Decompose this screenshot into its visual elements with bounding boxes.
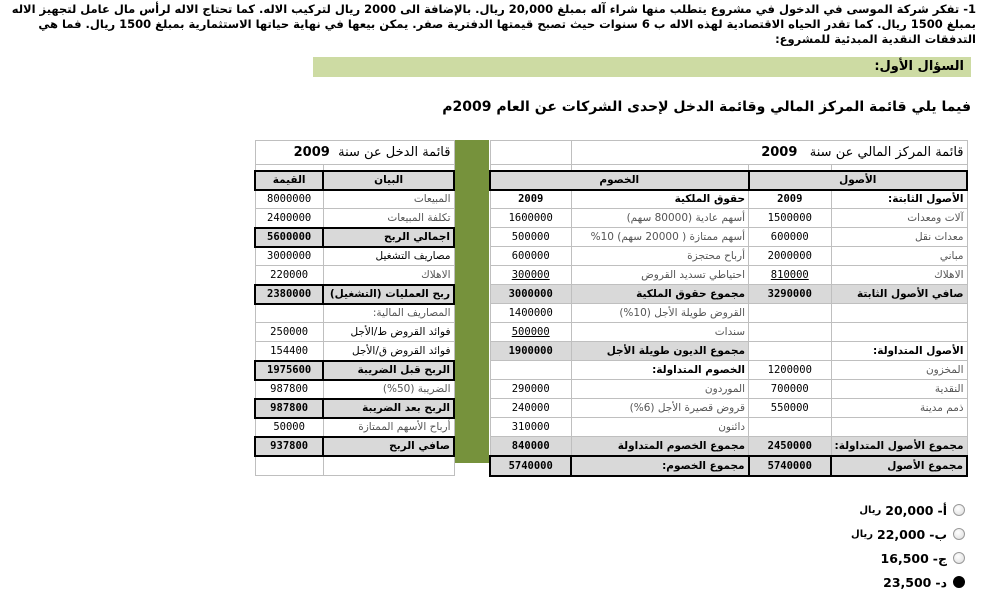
liability-value: 3000000 bbox=[490, 285, 571, 304]
liability-label: مجموع الديون طويلة الأجل bbox=[571, 342, 748, 361]
asset-label: الأصول المتداولة: bbox=[831, 342, 967, 361]
income-label: الربح بعد الضريبة bbox=[323, 399, 454, 418]
asset-value bbox=[749, 323, 831, 342]
liability-value: 240000 bbox=[490, 399, 571, 418]
total-assets-label: مجموع الأصول bbox=[831, 456, 967, 476]
asset-label bbox=[831, 304, 967, 323]
balance-sheet-row bbox=[490, 266, 967, 285]
income-label: الضريبة (50%) bbox=[323, 380, 454, 399]
balance-sheet-caption: قائمة المركز المالي عن سنة 2009 bbox=[749, 141, 967, 165]
total-assets-value: 5740000 bbox=[749, 456, 831, 476]
option-letter: ب- bbox=[929, 526, 947, 542]
assets-header: الأصول bbox=[749, 171, 967, 190]
income-value: 3000000 bbox=[255, 247, 323, 266]
asset-value bbox=[749, 304, 831, 323]
liability-value: 500000 bbox=[490, 228, 571, 247]
income-value: 220000 bbox=[255, 266, 323, 285]
balance-sheet-row bbox=[490, 380, 967, 399]
income-value: 987800 bbox=[255, 399, 323, 418]
balance-sheet-row bbox=[490, 342, 967, 361]
answer-option-2[interactable] bbox=[851, 522, 965, 546]
income-value: 2400000 bbox=[255, 209, 323, 228]
liability-value: 290000 bbox=[490, 380, 571, 399]
income-statement-row bbox=[255, 247, 454, 266]
asset-value: 1500000 bbox=[749, 209, 831, 228]
liability-value: 300000 bbox=[490, 266, 571, 285]
income-statement-row bbox=[255, 418, 454, 437]
liability-value: 1900000 bbox=[490, 342, 571, 361]
liabilities-header: الخصوم bbox=[490, 171, 749, 190]
liability-label: احتياطي تسديد القروض bbox=[571, 266, 748, 285]
option-value: 20,000 bbox=[885, 502, 934, 518]
asset-value bbox=[749, 418, 831, 437]
asset-value: 700000 bbox=[749, 380, 831, 399]
asset-value: 2450000 bbox=[749, 437, 831, 456]
income-header-value: القيمة bbox=[255, 171, 323, 190]
income-label: اجمالي الربح bbox=[323, 228, 454, 247]
balance-sheet-total-row bbox=[490, 456, 967, 476]
answer-option-1[interactable] bbox=[851, 498, 965, 522]
balance-sheet-row bbox=[490, 323, 967, 342]
asset-label: النقدية bbox=[831, 380, 967, 399]
total-liabilities-label: مجموع الخصوم: bbox=[571, 456, 748, 476]
answer-option-4[interactable] bbox=[851, 570, 965, 594]
liability-label: قروض قصيرة الأجل (6%) bbox=[571, 399, 748, 418]
asset-label: الاهلاك bbox=[831, 266, 967, 285]
income-label: ربح العمليات (التشغيل) bbox=[323, 285, 454, 304]
liability-label: الخصوم المتداولة: bbox=[571, 361, 748, 380]
option-value: 16,500 bbox=[880, 550, 929, 566]
option-unit: ريال bbox=[851, 528, 873, 540]
income-header-label: البيان bbox=[323, 171, 454, 190]
balance-sheet-row bbox=[490, 418, 967, 437]
liability-value: 1400000 bbox=[490, 304, 571, 323]
liability-value: 840000 bbox=[490, 437, 571, 456]
liability-label: مجموع حقوق الملكية bbox=[571, 285, 748, 304]
radio-button[interactable] bbox=[953, 528, 965, 540]
liability-label: أسهم ممتازة ( 20000 سهم) 10% bbox=[571, 228, 748, 247]
income-value: 8000000 bbox=[255, 190, 323, 209]
liability-value: 2009 bbox=[490, 190, 571, 209]
income-label: فوائد القروض ط/الأجل bbox=[323, 323, 454, 342]
income-statement-row bbox=[255, 437, 454, 456]
option-letter: ج- bbox=[932, 550, 947, 566]
liability-value: 310000 bbox=[490, 418, 571, 437]
liability-value: 500000 bbox=[490, 323, 571, 342]
income-value: 937800 bbox=[255, 437, 323, 456]
answer-option-3[interactable] bbox=[851, 546, 965, 570]
asset-label bbox=[831, 323, 967, 342]
question-intro: 1- تفكر شركة الموسى في الدخول في مشروع يتطلب منها شراء آله بمبلغ 20,000 ريال. بالإضافة الى 2000 ريال لتركيب الاله. كما تحتاج الاله لرأس مال عامل لتجهيز الاله بمبلغ 1500 ريال. كما تقدر الحياه الاقتصادية لهذه الاله ب 6 سنوات حيث تصبح قيمتها الدفترية صفر. يمكن بيعها في نهاية حياتها الاستثمارية بمبلغ 1500 ريال. فما هي التدفقات النقدية المبدئية للمشروع: bbox=[11, 2, 976, 46]
asset-label: ذمم مدينة bbox=[831, 399, 967, 418]
asset-label: صافي الأصول الثابتة bbox=[831, 285, 967, 304]
income-statement-row bbox=[255, 209, 454, 228]
section-title: السؤال الأول: bbox=[874, 59, 964, 74]
income-label: الربح قبل الضريبة bbox=[323, 361, 454, 380]
asset-value: 550000 bbox=[749, 399, 831, 418]
income-label: المصاريف المالية: bbox=[323, 304, 454, 323]
asset-label bbox=[831, 418, 967, 437]
option-unit: ريال bbox=[859, 504, 882, 516]
income-label: فوائد القروض ق/الأجل bbox=[323, 342, 454, 361]
option-value: 22,000 bbox=[877, 526, 926, 542]
balance-sheet-row bbox=[490, 190, 967, 209]
asset-value: 810000 bbox=[749, 266, 831, 285]
balance-sheet-row bbox=[490, 399, 967, 418]
income-statement-row bbox=[255, 266, 454, 285]
income-statement-table bbox=[254, 140, 455, 476]
income-statement-row bbox=[255, 190, 454, 209]
asset-label: معدات نقل bbox=[831, 228, 967, 247]
option-letter: د- bbox=[935, 574, 947, 590]
income-statement-row bbox=[255, 380, 454, 399]
asset-label: المخزون bbox=[831, 361, 967, 380]
income-statement-caption: قائمة الدخل عن سنة 2009 bbox=[255, 141, 454, 165]
balance-sheet-row bbox=[490, 361, 967, 380]
asset-value: 600000 bbox=[749, 228, 831, 247]
income-value: 50000 bbox=[255, 418, 323, 437]
asset-value: 2000000 bbox=[749, 247, 831, 266]
option-letter: أ- bbox=[937, 502, 947, 518]
income-value: 154400 bbox=[255, 342, 323, 361]
income-label: الاهلاك bbox=[323, 266, 454, 285]
income-value: 1975600 bbox=[255, 361, 323, 380]
income-statement-row bbox=[255, 323, 454, 342]
radio-button[interactable] bbox=[953, 504, 965, 516]
liability-label: مجموع الخصوم المتداولة bbox=[571, 437, 748, 456]
income-label: تكلفة المبيعات bbox=[323, 209, 454, 228]
balance-sheet-row bbox=[490, 437, 967, 456]
asset-value: 1200000 bbox=[749, 361, 831, 380]
answer-options bbox=[851, 498, 965, 594]
income-value: 5600000 bbox=[255, 228, 323, 247]
income-value: 250000 bbox=[255, 323, 323, 342]
asset-label: آلات ومعدات bbox=[831, 209, 967, 228]
radio-button[interactable] bbox=[953, 576, 965, 588]
liability-label: دائنون bbox=[571, 418, 748, 437]
liability-value bbox=[490, 361, 571, 380]
balance-sheet-row bbox=[490, 228, 967, 247]
asset-value: 2009 bbox=[749, 190, 831, 209]
income-empty-cell bbox=[255, 456, 323, 476]
income-label: المبيعات bbox=[323, 190, 454, 209]
income-value: 2380000 bbox=[255, 285, 323, 304]
asset-label: مباني bbox=[831, 247, 967, 266]
asset-label: مجموع الأصول المتداولة: bbox=[831, 437, 967, 456]
option-value: 23,500 bbox=[883, 574, 932, 590]
balance-sheet-row bbox=[490, 285, 967, 304]
radio-button[interactable] bbox=[953, 552, 965, 564]
asset-value: 3290000 bbox=[749, 285, 831, 304]
liability-label: الموردون bbox=[571, 380, 748, 399]
income-label: صافي الربح bbox=[323, 437, 454, 456]
income-statement-row bbox=[255, 361, 454, 380]
balance-sheet-table bbox=[489, 140, 968, 477]
balance-sheet-row bbox=[490, 247, 967, 266]
income-value: 987800 bbox=[255, 380, 323, 399]
liability-value: 1600000 bbox=[490, 209, 571, 228]
balance-sheet-row bbox=[490, 304, 967, 323]
section-title-bar bbox=[313, 57, 971, 77]
liability-label: أسهم عادية (80000 سهم) bbox=[571, 209, 748, 228]
income-statement-row bbox=[255, 228, 454, 247]
income-statement-row bbox=[255, 342, 454, 361]
liability-value: 600000 bbox=[490, 247, 571, 266]
sub-question: فيما يلي قائمة المركز المالي وقائمة الدخل لإحدى الشركات عن العام 2009م bbox=[442, 99, 971, 115]
income-empty-cell bbox=[323, 456, 454, 476]
liability-label: أرباح محتجزة bbox=[571, 247, 748, 266]
income-value bbox=[255, 304, 323, 323]
income-label: أرباح الأسهم الممتازة bbox=[323, 418, 454, 437]
asset-label: الأصول الثابتة: bbox=[831, 190, 967, 209]
column-separator bbox=[455, 140, 489, 463]
balance-sheet-row bbox=[490, 209, 967, 228]
total-liabilities-value: 5740000 bbox=[490, 456, 571, 476]
income-label: مصاريف التشغيل bbox=[323, 247, 454, 266]
income-statement-row bbox=[255, 285, 454, 304]
liability-label: القروض طويلة الأجل (10%) bbox=[571, 304, 748, 323]
income-statement-row bbox=[255, 304, 454, 323]
asset-value bbox=[749, 342, 831, 361]
liability-label: سندات bbox=[571, 323, 748, 342]
liability-label: حقوق الملكية bbox=[571, 190, 748, 209]
income-statement-row bbox=[255, 399, 454, 418]
